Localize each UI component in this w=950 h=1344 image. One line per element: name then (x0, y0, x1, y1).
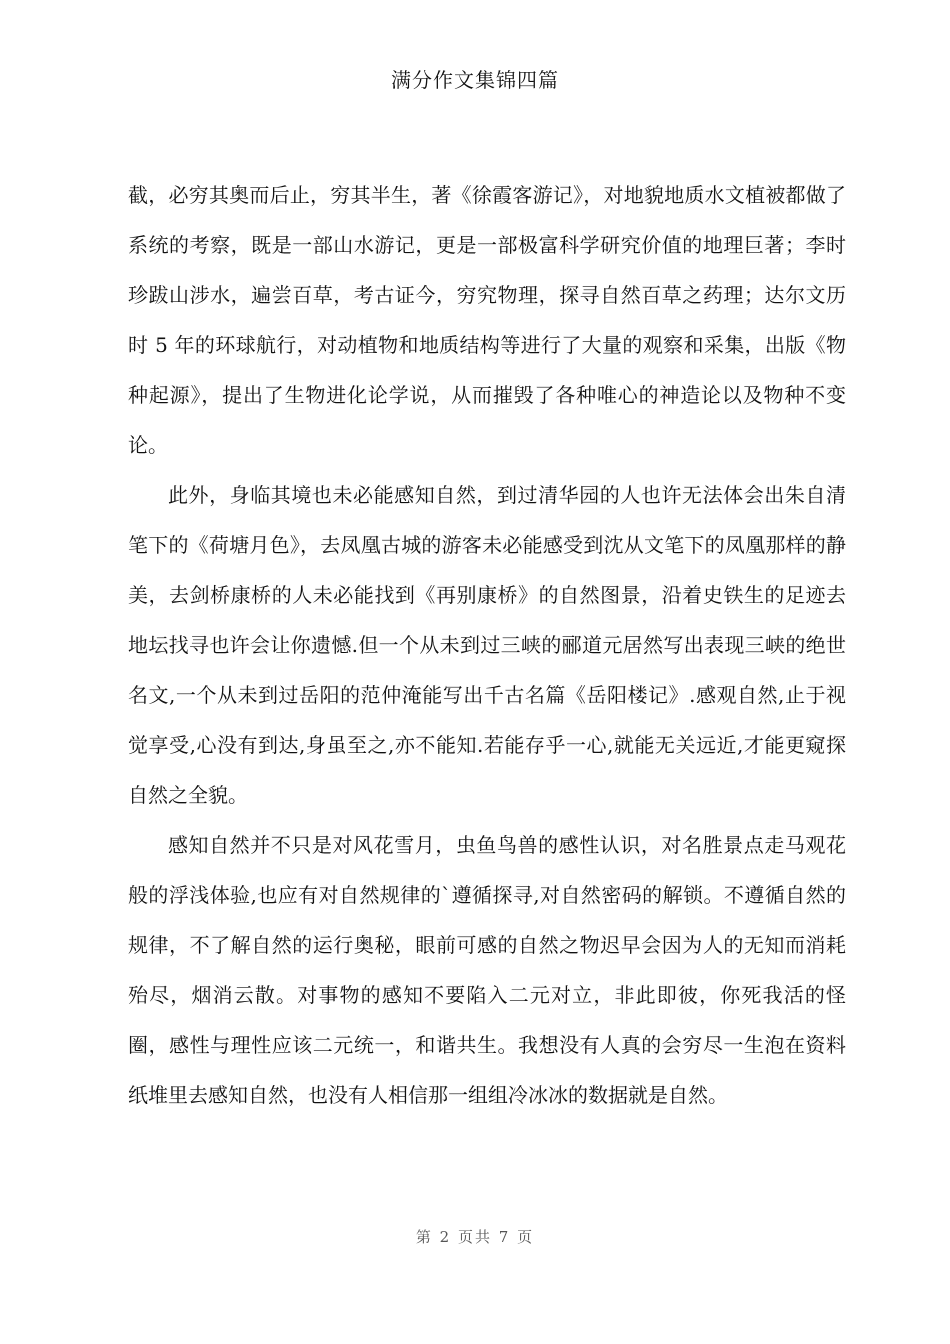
page-number: 第 2 页共 7 页 (415, 1228, 535, 1246)
page-title: 满分作文集锦四篇 (391, 68, 559, 92)
document-body (128, 170, 846, 1120)
paragraph-3: 感知自然并不只是对风花雪月，虫鱼鸟兽的感性认识，对名胜景点走马观花般的浮浅体验,也应有对自然规律的`遵循探寻,对自然密码的解锁。不遵循自然的规律，不了解自然的运行奥秘，眼前可感的自然之物迟早会因为人的无知而消耗殆尽，烟消云散。对事物的感知不要陷入二元对立，非此即彼，你死我活的怪圈，感性与理性应该二元统一，和谐共生。我想没有人真的会穷尽一生泡在资料纸堆里去感知自然，也没有人相信那一组组冷冰冰的数据就是自然。 (128, 833, 846, 1107)
paragraph-1: 截，必穷其奥而后止，穷其半生，著《徐霞客游记》，对地貌地质水文植被都做了系统的考察，既是一部山水游记，更是一部极富科学研究价值的地理巨著；李时珍跋山涉水，遍尝百草，考古证今，穷究物理，探寻自然百草之药理；达尔文历时 5 年的环球航行，对动植物和地质结构等进行了大量的观察和采集，出版《物种起源》，提出了生物进化论学说，从而摧毁了各种唯心的神造论以及物种不变论。 (128, 183, 846, 457)
paragraph-2: 此外，身临其境也未必能感知自然，到过清华园的人也许无法体会出朱自清笔下的《荷塘月色》，去凤凰古城的游客未必能感受到沈从文笔下的凤凰那样的静美，去剑桥康桥的人未必能找到《再别康桥》的自然图景，沿着史铁生的足迹去地坛找寻也许会让你遗憾.但一个从未到过三峡的郦道元居然写出表现三峡的绝世名文,一个从未到过岳阳的范仲淹能写出千古名篇《岳阳楼记》.感观自然,止于视觉享受,心没有到达,身虽至之,亦不能知.若能存乎一心,就能无关远近,才能更窥探自然之全貌。 (128, 483, 846, 807)
